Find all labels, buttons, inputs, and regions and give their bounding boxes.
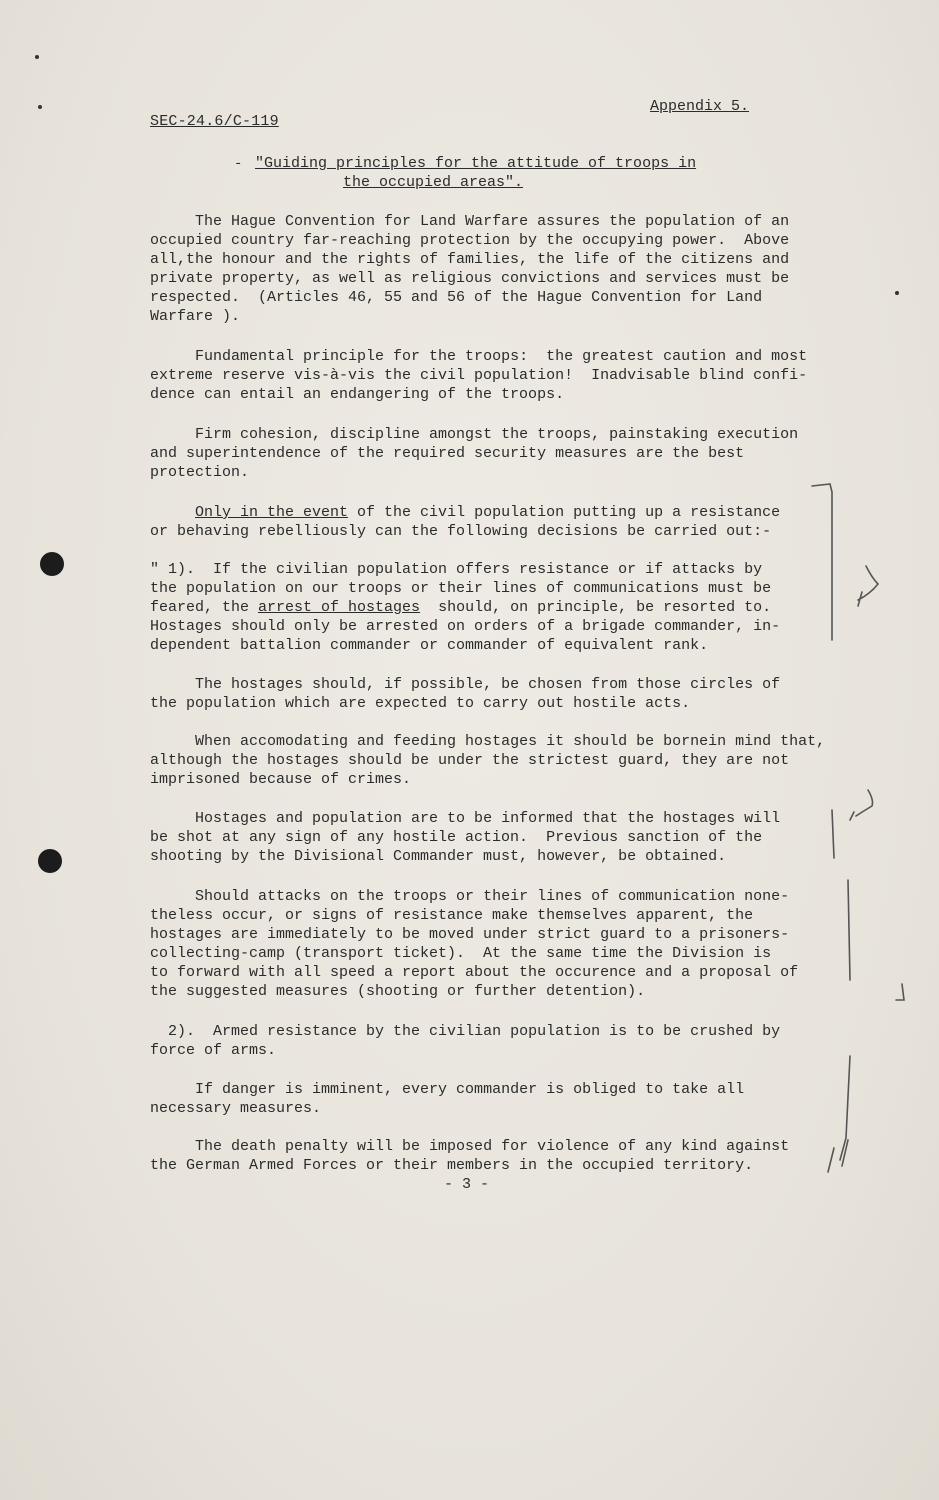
margin-bracket-mark [812, 484, 832, 640]
paragraph-hague-convention: The Hague Convention for Land Warfare assures the population of an occupied country far-reaching protection by the occupying power. Above all,the honour and the rights of families, the life of the citizens and private property, as well as religious convictions and services must be respected. (Articles 46, 55 and 56 of the Hague Convention for Land Warfare ). [150, 213, 790, 325]
paragraph-death-penalty: The death penalty will be imposed for violence of any kind against the German Armed Forces or their members in the occupied territory. [150, 1138, 790, 1174]
paragraph-accommodating-hostages: When accomodating and feeding hostages it should be bornein mind that, although the hostages should be under the strictest guard, they are not imprisoned because of crimes. [150, 733, 826, 788]
paragraph-attacks-occur: Should attacks on the troops or their lines of communication none- theless occur, or signs of resistance make themselves apparent, the hostages are immediately to be moved under strict guard to a prisoners- collecting-camp (transport ticket). At the same time the Division is to forward with all speed a report about the occurence and a proposal of the suggested measures (shooting or further detention). [150, 888, 799, 1000]
margin-slash-mark [828, 1148, 834, 1172]
page-number: - 3 - [444, 1176, 490, 1193]
title-line-1: "Guiding principles for the attitude of troops in [255, 155, 697, 172]
underlined-phrase: Only in the event [195, 504, 349, 521]
paragraph-armed-resistance: 2). Armed resistance by the civilian population is to be crushed by force of arms. [150, 1023, 781, 1059]
paragraph-fundamental-principle: Fundamental principle for the troops: the greatest caution and most extreme reserve vis-à-vis the civil population! Inadvisable blind confi- dence can entail an endangering of the troops. [150, 348, 808, 403]
margin-check-mark [896, 984, 904, 1000]
document-reference: SEC-24.6/C-119 [150, 113, 279, 130]
appendix-label: Appendix 5. [650, 98, 750, 115]
margin-bracket-mark [832, 810, 834, 858]
margin-bracket-mark [848, 880, 850, 980]
title-line-2: the occupied areas". [343, 174, 524, 191]
margin-squiggle-mark [850, 790, 873, 820]
underlined-phrase: arrest of hostages [258, 599, 421, 616]
title-dash: - [234, 156, 243, 172]
paragraph-text: should, on principle, be resorted to. Hostages should only be arrested on orders of a brigade commander, in- dependent battalion commander or commander of equivalent rank. [150, 599, 781, 654]
paragraph-choosing-hostages: The hostages should, if possible, be chosen from those circles of the population which are expected to carry out hostile acts. [150, 676, 781, 712]
margin-bracket-mark [840, 1056, 850, 1160]
paragraph-cohesion: Firm cohesion, discipline amongst the troops, painstaking execution and superintendence of the required security measures are the best protection. [150, 426, 799, 481]
paragraph-hostages-informed: Hostages and population are to be informed that the hostages will be shot at any sign of any hostile action. Previous sanction of the shooting by the Divisional Commander must, however, be obtained. [150, 810, 781, 865]
paragraph-text: of the civil population putting up a resistance or behaving rebelliously can the following decisions be carried out:- [150, 504, 781, 540]
margin-squiggle-mark [858, 566, 878, 606]
paragraph-danger-imminent: If danger is imminent, every commander is obliged to take all necessary measures. [150, 1081, 745, 1117]
paragraph-text: " 1). If the civilian population offers resistance or if attacks by the population on our troops or their lines of communications must be feared, the [150, 561, 772, 616]
